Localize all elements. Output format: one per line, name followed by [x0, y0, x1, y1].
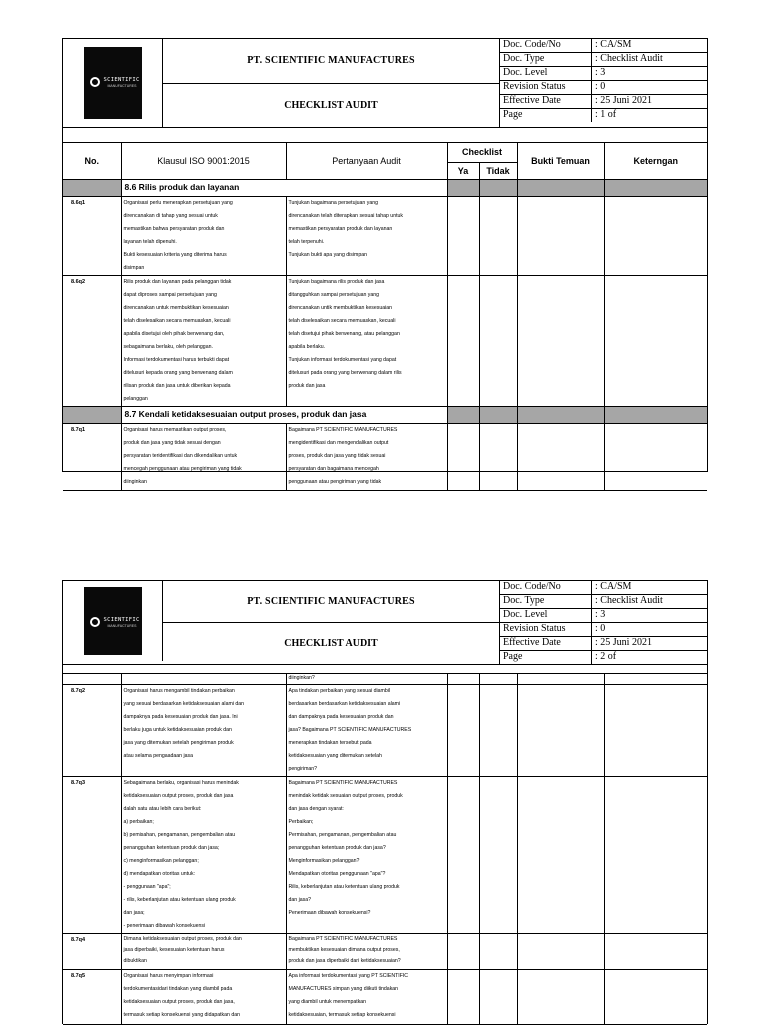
table-row: [63, 196, 707, 275]
bukti-cell[interactable]: [517, 275, 604, 406]
keterangan-cell[interactable]: [604, 196, 707, 275]
meta-row: [500, 651, 707, 664]
company-logo: [63, 581, 163, 661]
keterangan-cell[interactable]: [604, 776, 707, 933]
meta-value: : CA/SM: [595, 39, 632, 50]
row-number: 8.7q5: [63, 969, 121, 1024]
company-name: PT. SCIENTIFIC MANUFACTURES: [163, 581, 499, 623]
row-number: 8.7q3: [63, 776, 121, 933]
meta-value: : CA/SM: [595, 581, 632, 592]
meta-value: : 2 of: [595, 651, 617, 662]
meta-key: Effective Date: [500, 95, 592, 108]
doc-meta: [500, 39, 707, 127]
section-row: [63, 406, 707, 423]
meta-row: [500, 109, 707, 122]
doc-meta: [500, 581, 707, 664]
row-number: 8.6q1: [63, 196, 121, 275]
meta-row: [500, 595, 707, 609]
tidak-cell[interactable]: [479, 776, 517, 933]
col-header-klausul: Klausul ISO 9001:2015: [121, 143, 286, 179]
bukti-cell[interactable]: [517, 684, 604, 776]
keterangan-cell[interactable]: [604, 275, 707, 406]
klausul-cell: Organisasi harus menyimpan informasi terdokumentasidari tindakan yang diambil pada ketidaksesuaian output proses, produk dan jasa, termasuk setiap konsekuensi yang didapatkan dan: [121, 969, 286, 1024]
meta-row: [500, 39, 707, 53]
logo-text: SCIENTIFIC: [103, 77, 140, 83]
meta-row: [500, 67, 707, 81]
meta-row: [500, 581, 707, 595]
meta-value: : Checklist Audit: [595, 595, 663, 606]
row-number: 8.7q2: [63, 684, 121, 776]
document-title: CHECKLIST AUDIT: [284, 638, 378, 649]
section-row: [63, 179, 707, 196]
meta-value: : 3: [595, 609, 606, 620]
ya-cell[interactable]: [447, 684, 479, 776]
meta-row: [500, 637, 707, 651]
meta-value: : 25 Juni 2021: [595, 637, 652, 648]
section-title: 8.7 Kendali ketidaksesuaian output proses, produk dan jasa: [121, 406, 447, 423]
col-header-pertanyaan: Pertanyaan Audit: [286, 143, 447, 179]
pertanyaan-cell: Apa informasi terdokumentasi yang PT SCIENTIFIC MANUFACTURES simpan yang diikuti tindakan yang diambil untuk menempatkan ketidaksesuaian, termasuk setiap konsekuensi: [286, 969, 447, 1024]
tidak-cell[interactable]: [479, 196, 517, 275]
meta-row: [500, 623, 707, 637]
table-row: [63, 776, 707, 933]
col-header-keterangan: Keterngan: [604, 143, 707, 179]
bukti-cell[interactable]: [517, 196, 604, 275]
logo-subtext: MANUFACTURES: [107, 84, 137, 88]
meta-key: Page: [500, 109, 592, 122]
klausul-cell: Organisasi perlu menerapkan persetujuan yang direncanakan di tahap yang sesuai untuk memastikan bahwa persyaratan produk dan layanan telah dipenuhi. Bukti kesesuaian kriteria yang diterima harus disimpan: [121, 196, 286, 275]
checklist-table: [63, 674, 707, 1025]
row-number: 8.6q2: [63, 275, 121, 406]
pertanyaan-cell: Bagaimana PT SCIENTIFIC MANUFACTURES menindak ketidak sesuaian output proses, produk dan jasa dengan syarat: Perbaikan; Permisahan, pengamanan, pengembalian atau penangguhan ketentuan produk dan jasa? Menginformasikan pelanggan? Mendapatkan otoritas penggunaan "apa"? Rilis, keberlanjutan atau ketentuan ulang produk dan jasa? Penerimaan dibawah konsekuensi?: [286, 776, 447, 933]
checklist-page-1: [62, 38, 708, 485]
logo-text: SCIENTIFIC: [103, 617, 140, 623]
meta-row: [500, 81, 707, 95]
meta-key: Effective Date: [500, 637, 592, 650]
meta-key: Doc. Type: [500, 595, 592, 608]
col-header-tidak: Tidak: [479, 162, 517, 179]
meta-key: Doc. Code/No: [500, 39, 592, 52]
pertanyaan-cell: Bagaimana PT SCIENTIFIC MANUFACTURES mengidentifikasi dan mengendalikan output proses, produk dan jasa yang tidak sesuai persyaratan dan bagaimana mencegah penggunaan atau pengiriman yang tidak: [286, 423, 447, 490]
table-row: [63, 969, 707, 1024]
logo-mark: [84, 47, 142, 119]
row-number: 8.7q1: [63, 423, 121, 490]
doc-header: [63, 581, 707, 665]
meta-value: : Checklist Audit: [595, 53, 663, 64]
document-title: CHECKLIST AUDIT: [284, 99, 378, 111]
meta-value: : 25 Juni 2021: [595, 95, 652, 106]
ya-cell[interactable]: [447, 196, 479, 275]
meta-row: [500, 53, 707, 67]
meta-key: Doc. Type: [500, 53, 592, 66]
col-header-no: No.: [63, 143, 121, 179]
ya-cell[interactable]: [447, 423, 479, 490]
pertanyaan-cell: Tunjukan bagaimana rilis produk dan jasa ditangguhkan sampai persetujuan yang direncanakan untik membuktikan kesesuaian telah diselesaikan secara memuaskan, kecuali telah disetujui pihak berwenang, atau pelanggan apabila berlaku. Tunjukan informasi terdokumentasi yang dapat ditelusuri pada orang yang berwenang dalam rilis produk dan jasa: [286, 275, 447, 406]
bukti-cell[interactable]: [517, 776, 604, 933]
keterangan-cell[interactable]: [604, 969, 707, 1024]
klausul-cell: Organisasi harus memastikan output proses, produk dan jasa yang tidak sesuai dengan persyaratan teridentifikasi dan dikendalikan untuk mencegah penggunaan atau pengiriman yang tidak diinginkan: [121, 423, 286, 490]
logo-mark: [84, 587, 142, 655]
meta-row: [500, 609, 707, 623]
company-name: PT. SCIENTIFIC MANUFACTURES: [163, 39, 499, 84]
tidak-cell[interactable]: [479, 933, 517, 969]
klausul-cell: Sebagaimana berlaku, organisasi harus menindak ketidaksesuaian output proses, produk dan jasa dalah satu atau lebih cara berikut: a) perbaikan; b) pemisahan, pengamanan, pengembalian atau penangguhan ketentuan produk dan jasa; c) menginformasikan pelanggan; d) mendapatkan otoritas untuk: - penggunaan "apa"; - rilis, keberlanjutan atau ketentuan ulang produk dan jasa; - penerimaan dibawah konsekuensi: [121, 776, 286, 933]
tidak-cell[interactable]: [479, 684, 517, 776]
pertanyaan-cell: diinginkan?: [286, 674, 447, 684]
company-logo: [63, 39, 163, 127]
meta-key: Revision Status: [500, 623, 592, 636]
bukti-cell[interactable]: [517, 969, 604, 1024]
ya-cell[interactable]: [447, 776, 479, 933]
pertanyaan-cell: Bagaimana PT SCIENTIFIC MANUFACTURES membuktikan kesesuaian dimana output proses, produk dan jasa diperbaiki dari ketidaksesuaian?: [286, 933, 447, 969]
meta-key: Doc. Level: [500, 609, 592, 622]
col-header-ya: Ya: [447, 162, 479, 179]
table-row: [63, 684, 707, 776]
ya-cell[interactable]: [447, 969, 479, 1024]
keterangan-cell[interactable]: [604, 684, 707, 776]
pertanyaan-cell: Apa tindakan perbaikan yang sesuai diambil berdasarkan berdasarkan ketidaksesuaian alami dan dampaknya pada kesesuaian produk dan jasa? Bagaimana PT SCIENTIFIC MANUFACTURES menerapkan tindakan tersebut pada ketidaksesuaian yang ditemukan setelah pengiriman?: [286, 684, 447, 776]
meta-value: : 3: [595, 67, 606, 78]
title-block: [163, 581, 500, 664]
meta-key: Doc. Code/No: [500, 581, 592, 594]
bukti-cell[interactable]: [517, 423, 604, 490]
klausul-cell: Rilis produk dan layanan pada pelanggan tidak dapat diproses sampai persetujuan yang direncanakan untuk membuktikan kesesuaian telah diselesaikan secara memuaskan, kecuali apabila disetujui oleh pihak berwenang dan, sebagaimana berlaku, oleh pelanggan. Informasi terdokumentasi harus terbukti dapat ditelusuri kepada orang yang berwenang dalam rilisan produk dan jasa untuk diberikan kepada pelanggan: [121, 275, 286, 406]
table-row: [63, 275, 707, 406]
table-row: [63, 423, 707, 490]
checklist-table: [63, 143, 707, 491]
meta-key: Revision Status: [500, 81, 592, 94]
tidak-cell[interactable]: [479, 969, 517, 1024]
col-header-bukti: Bukti Temuan: [517, 143, 604, 179]
meta-key: Doc. Level: [500, 67, 592, 80]
klausul-cell: Organisasi harus mengambil tindakan perbaikan yang sesuai berdasarkan ketidaksesuaian alami dan dampaknya pada kesesuaian produk dan jasa. Ini berlaku juga untuk ketidaksesuaian produk dan jasa yang ditemukan setelah pengiriman produk atau selama pengaadaan jasa: [121, 684, 286, 776]
col-header-checklist: Checklist: [447, 143, 517, 162]
keterangan-cell[interactable]: [604, 933, 707, 969]
ya-cell[interactable]: [447, 933, 479, 969]
klausul-cell: Dimana ketidaksesuaian output proses, produk dan jasa diperbaiki, kesesuaian ketentuan harus dibuktikan: [121, 933, 286, 969]
meta-row: [500, 95, 707, 109]
table-row: [63, 674, 707, 684]
meta-key: Page: [500, 651, 592, 664]
logo-subtext: MANUFACTURES: [107, 624, 137, 628]
tidak-cell[interactable]: [479, 275, 517, 406]
pertanyaan-cell: Tunjukan bagaimana persetujuan yang direncanakan telah diterapkan sesuai tahap untuk memastikan persyaratan produk dan layanan telah terpenuhi. Tunjukan bukti apa yang disimpan: [286, 196, 447, 275]
meta-value: : 0: [595, 81, 606, 92]
doc-header: [63, 39, 707, 128]
title-block: [163, 39, 500, 127]
tidak-cell[interactable]: [479, 423, 517, 490]
keterangan-cell[interactable]: [604, 423, 707, 490]
ya-cell[interactable]: [447, 275, 479, 406]
table-row: [63, 933, 707, 969]
bukti-cell[interactable]: [517, 933, 604, 969]
row-number: 8.7q4: [63, 933, 121, 969]
checklist-page-2: [62, 580, 708, 1024]
meta-value: : 1 of: [595, 109, 617, 120]
meta-value: : 0: [595, 623, 606, 634]
section-title: 8.6 Rilis produk dan layanan: [121, 179, 447, 196]
